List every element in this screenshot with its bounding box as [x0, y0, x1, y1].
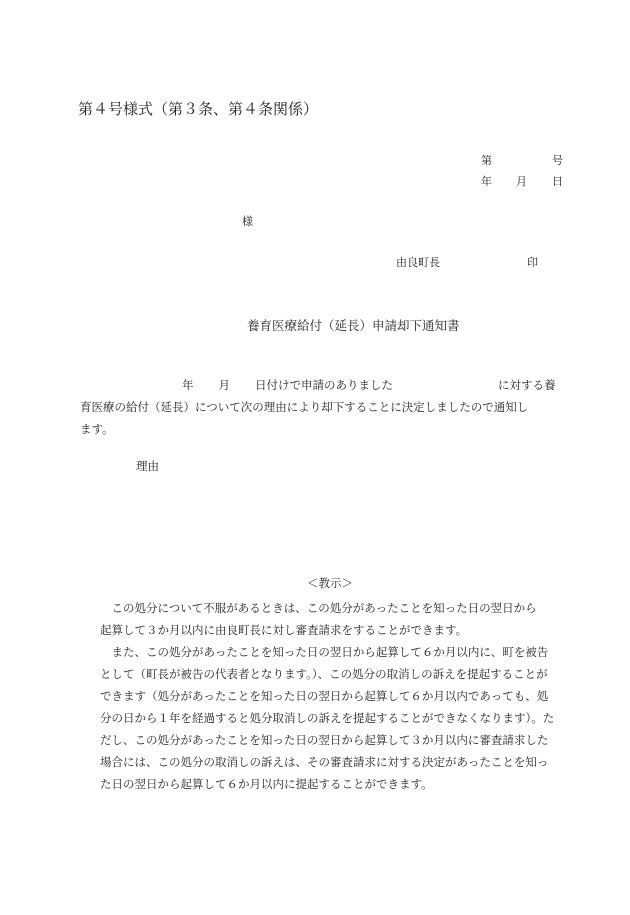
- body-to-suffix: に対する養: [498, 378, 556, 392]
- issuer-name: 由良町長: [396, 256, 440, 269]
- form-title: 第４号様式（第３条、第４条関係）: [78, 100, 319, 118]
- instruction-title: ＜教示＞: [307, 576, 353, 590]
- instruction-line: だし、この処分があったことを知った日の翌日から起算して３か月以内に審査請求した: [100, 733, 549, 747]
- instruction-line: できます（処分があったことを知った日の翌日から起算して６か月以内であっても、処: [100, 689, 549, 703]
- main-paragraph: [80, 374, 570, 440]
- date-month: 月: [516, 175, 527, 188]
- main-line-3: ます。: [80, 422, 114, 436]
- instruction-line: として（町長が被告の代表者となります。）、この処分の取消しの訴えを提起することが: [100, 667, 548, 681]
- instruction-line: 場合には、この処分の取消しの訴えは、その審査請求に対する決定があったことを知っ: [100, 755, 549, 769]
- instruction-line: この処分について不服があるときは、この処分があったことを知った日の翌日から: [100, 601, 537, 615]
- document-title: 養育医療給付（延長）申請却下通知書: [247, 318, 460, 333]
- main-line-2: 育医療の給付（延長）について次の理由により却下することに決定しましたので通知し: [80, 400, 529, 414]
- number-suffix: 号: [552, 154, 563, 167]
- date-year: 年: [481, 175, 492, 188]
- instruction-body: [100, 597, 570, 795]
- instruction-line: また、この処分があったことを知った日の翌日から起算して６か月以内に、町を被告: [100, 645, 549, 659]
- instruction-line: た日の翌日から起算して６か月以内に提起することができます。: [100, 777, 433, 791]
- instruction-line: 分の日から１年を経過すると処分取消しの訴えを提起することができなくなります）。た: [100, 711, 555, 725]
- body-month: 月: [218, 378, 230, 392]
- reason-label: 理由: [136, 459, 159, 473]
- number-prefix: 第: [481, 154, 492, 167]
- date-day: 日: [552, 175, 563, 188]
- instruction-line: 起算して３か月以内に由良町長に対し審査請求をすることができます。: [100, 623, 468, 637]
- body-year: 年: [182, 378, 194, 392]
- seal-mark: 印: [527, 256, 538, 269]
- addressee-suffix: 様: [242, 215, 253, 228]
- main-line-1: [100, 374, 570, 396]
- body-dated: 日付けで申請のありました: [255, 378, 393, 392]
